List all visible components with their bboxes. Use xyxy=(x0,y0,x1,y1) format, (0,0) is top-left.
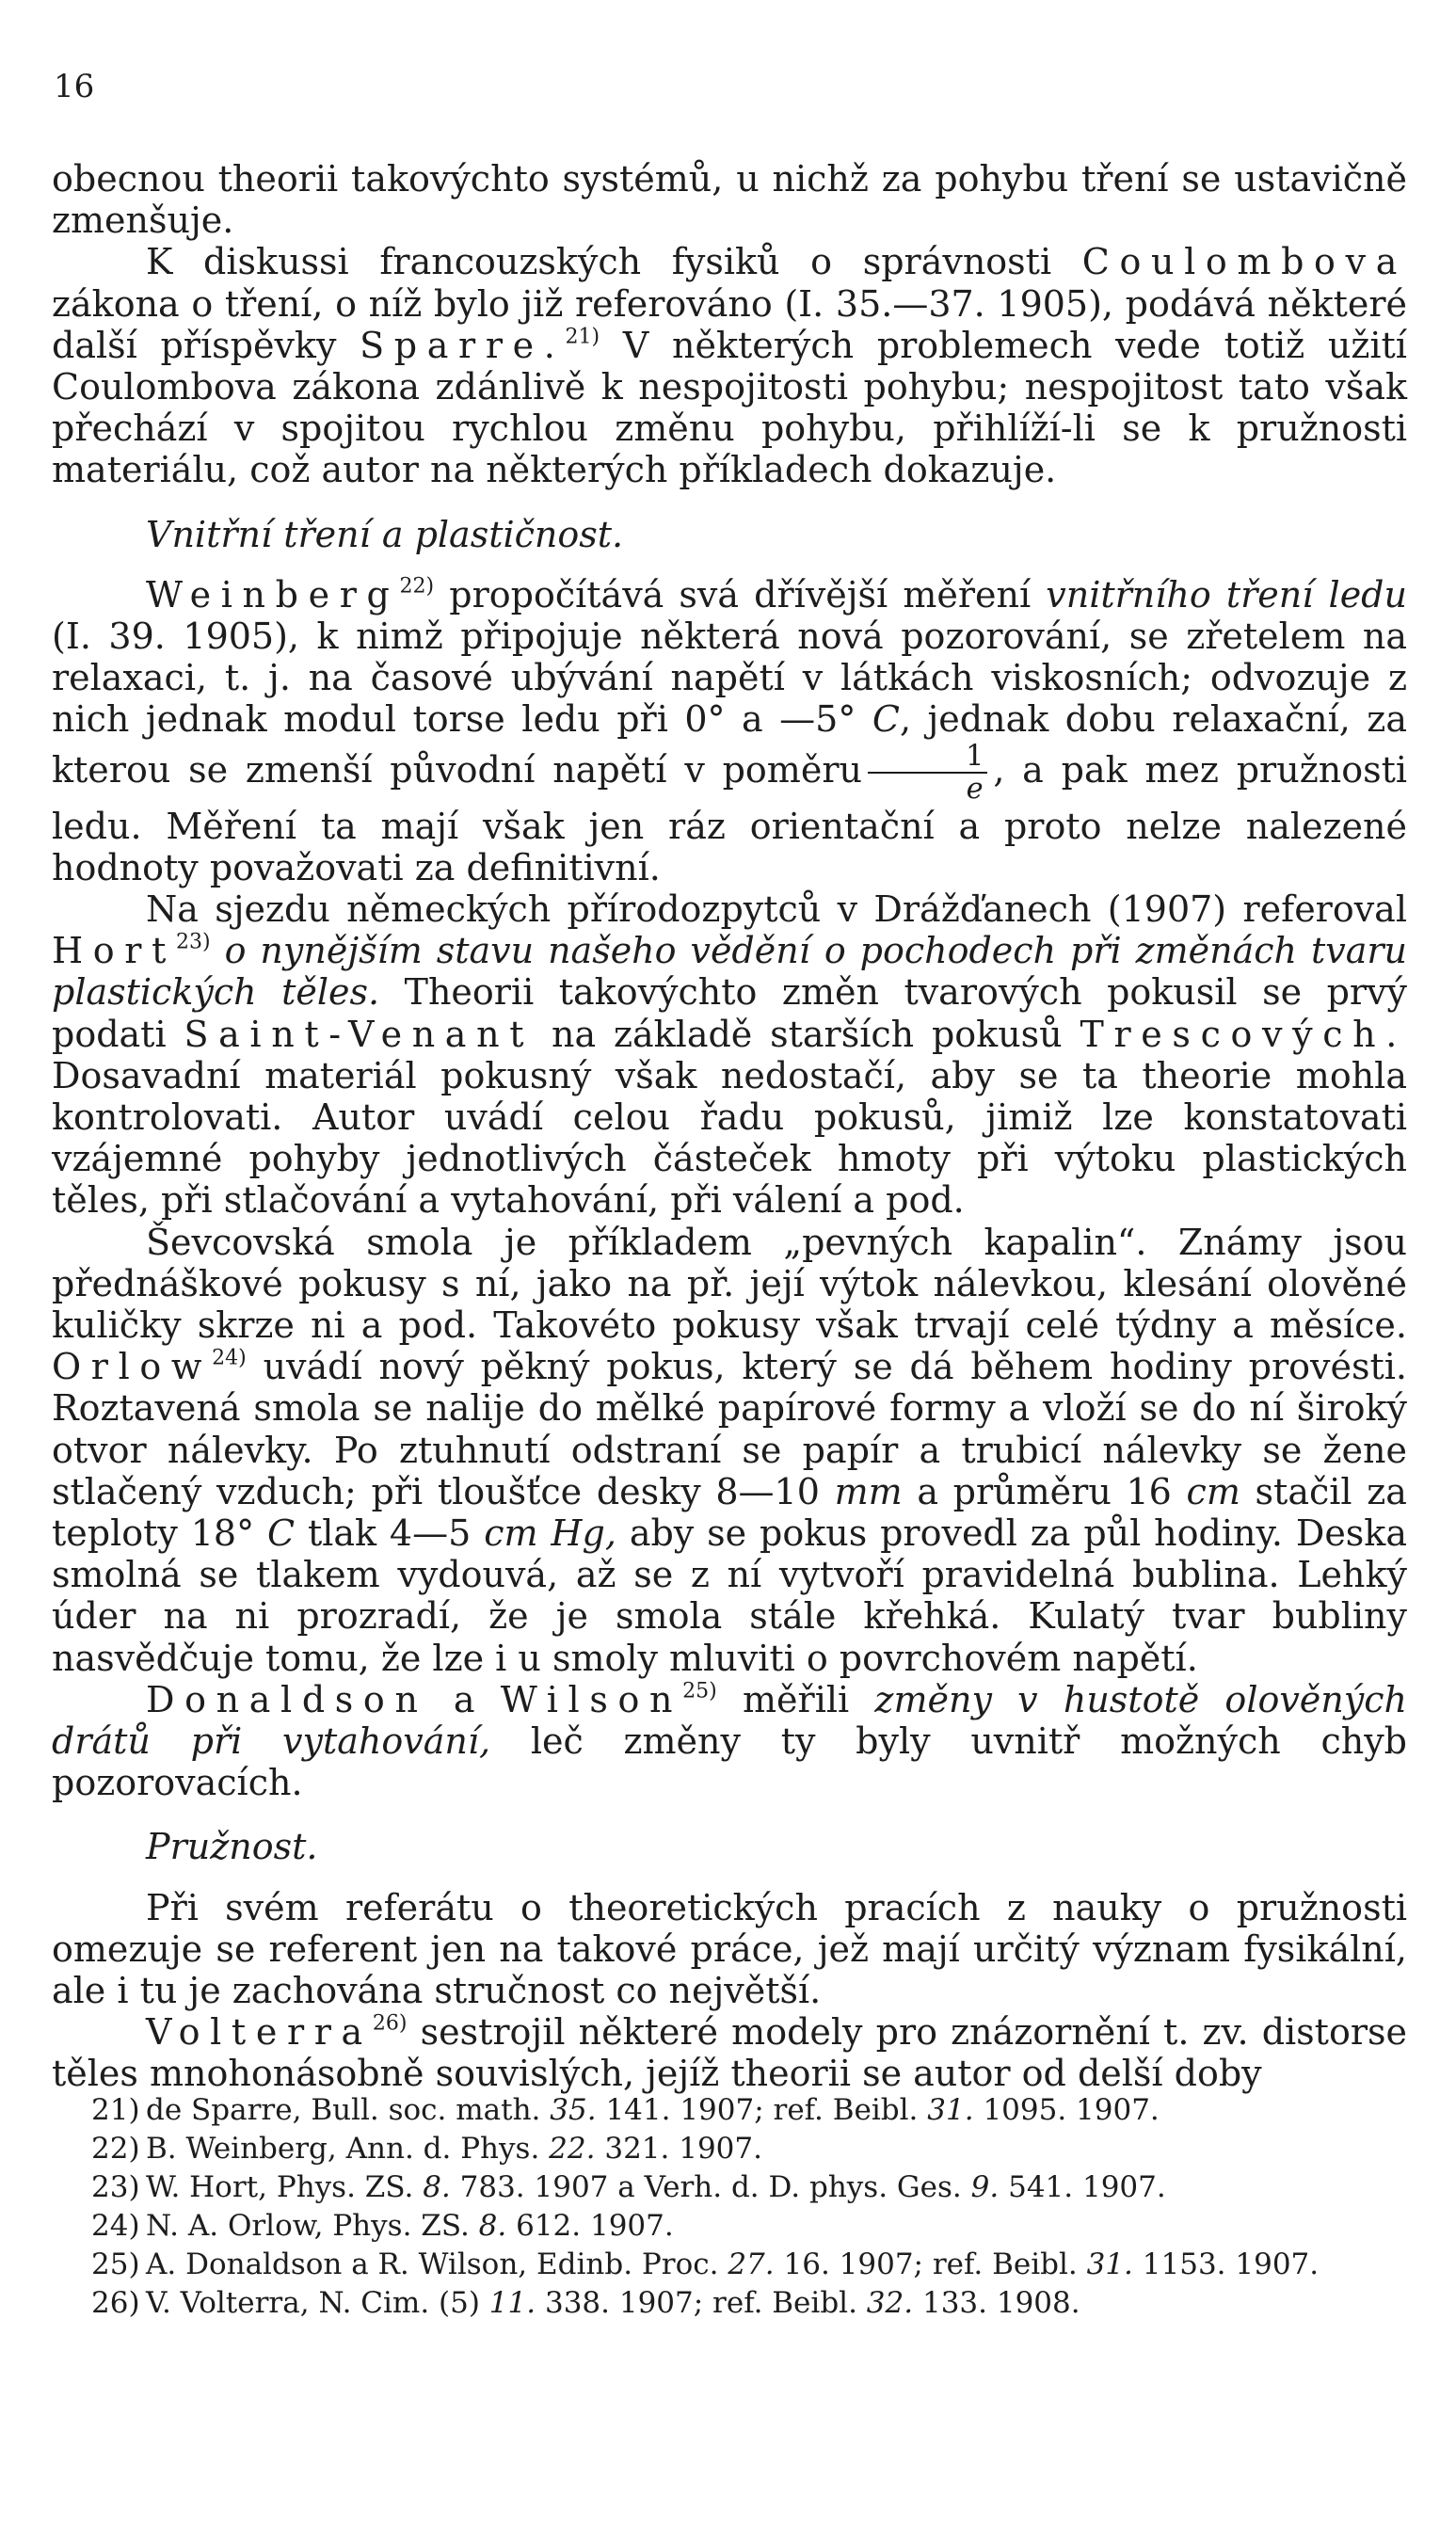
footnote-24 xyxy=(52,2207,1407,2246)
footnote-volume: 22. xyxy=(549,2132,596,2166)
paragraph-hort xyxy=(52,888,1407,1222)
name-tresca: Trescových. xyxy=(1080,1013,1407,1055)
text-span: a xyxy=(453,1678,475,1720)
footnote-number: 24) xyxy=(91,2209,140,2243)
paragraph-coulomb xyxy=(52,241,1407,490)
text-span: stačil za teploty 18° xyxy=(52,1470,1407,1554)
text-span: měřili xyxy=(743,1678,850,1720)
text-span: Na sjezdu německých přírodozpytců v Drážďanech (1907) referoval xyxy=(146,888,1407,930)
footnote-volume: 31. xyxy=(927,2093,974,2127)
text-span: sestrojil některé modely pro znázornění t. zv. distorse těles mnohonásobně souvislých, jejíž theorii se autor od delší doby xyxy=(52,2011,1407,2095)
footnote-source: Phys. ZS. xyxy=(332,2209,470,2243)
footnote-23 xyxy=(52,2168,1407,2207)
footnote-ref: 21) xyxy=(565,325,600,349)
footnote-source: Edinb. Proc. xyxy=(536,2247,719,2281)
text-span: aby se pokus provedl za půl hodiny. Deska smolná se tlakem vydouvá, až se z ní vytvoří pravidelná bublina. Lehký úder na ni prozradí, že je smola stále křehká. Kulatý tvar bubliny nasvědčuje tomu, že lze i u smoly mluviti o povrchovém napětí. xyxy=(52,1511,1407,1679)
name-wilson: Wilson xyxy=(500,1678,683,1720)
paragraph-systems xyxy=(52,158,1407,241)
footnote-volume: 9. xyxy=(970,2170,1000,2204)
text-span: Theorii takovýchto změn tvarových pokusil se prvý podati xyxy=(52,971,1407,1055)
footnote-number: 21) xyxy=(91,2093,140,2127)
text-span: obecnou theorii takovýchto systémů, u nichž za pohybu tření se ustavičně zmenšuje. xyxy=(52,158,1407,242)
unit-mm: mm xyxy=(834,1470,903,1512)
italic-title: vnitřního tření ledu xyxy=(1046,573,1407,616)
footnote-volume: 32. xyxy=(866,2286,914,2320)
name-volterra: Volterra xyxy=(146,2011,373,2054)
italic-title: o nynějším stavu našeho vědění o pochodech při změnách tvaru plastických těles. xyxy=(52,930,1407,1014)
footnote-author: N. A. Orlow, xyxy=(146,2209,324,2243)
text-span: K diskussi francouzských fysiků o správnosti xyxy=(146,241,1052,283)
footnote-number: 23) xyxy=(91,2170,140,2204)
footnote-pages: 141. 1907; ref. Beibl. xyxy=(605,2093,919,2127)
unit-celsius: C xyxy=(266,1511,296,1554)
text-span: zákona o tření, o níž bylo již referováno (I. 35.—37. 1905), podává některé další příspěvky xyxy=(52,282,1407,366)
page-number: 16 xyxy=(54,68,95,105)
text-span: tlak 4—5 xyxy=(307,1511,472,1554)
section-heading-internal-friction: Vnitřní tření a plastičnost. xyxy=(146,513,624,555)
footnote-pages: 1153. 1907. xyxy=(1142,2247,1320,2281)
text-span: Při svém referátu o theoretických pracích z nauky o pružnosti omezuje se referent jen na takové práce, jež mají určitý význam fysikální, ale i tu je zachována stručnost co největší. xyxy=(52,1886,1407,2011)
footnote-pages: 321. 1907. xyxy=(604,2132,762,2166)
footnote-author: A. Donaldson a R. Wilson, xyxy=(146,2247,528,2281)
unit-cmhg: cm Hg, xyxy=(484,1511,616,1554)
footnote-number: 22) xyxy=(91,2132,140,2166)
footnote-volume: 8. xyxy=(423,2170,451,2204)
fraction-denominator: e xyxy=(966,773,984,807)
footnote-ref: 24) xyxy=(212,1346,247,1370)
paragraph-volterra xyxy=(52,2011,1407,2094)
name-orlow: Orlow xyxy=(52,1346,213,1388)
footnote-author: B. Weinberg, xyxy=(146,2132,337,2166)
name-hort: Hort xyxy=(52,930,177,972)
paragraph-elasticity xyxy=(52,1887,1407,2012)
text-span: Dosavadní materiál pokusný však nedostačí, aby se ta theorie mohla kontrolovati. Autor uvádí celou řadu pokusů, jimiž lze konstatovati vzájemné pohyby jednotlivých částeček hmoty při výtoku plastických těles, při stlačování a vytahování, při válení a pod. xyxy=(52,1054,1407,1222)
unit-celsius: C xyxy=(872,698,900,741)
paragraph-orlow xyxy=(52,1222,1407,1679)
footnote-pages: 16. 1907; ref. Beibl. xyxy=(783,2247,1078,2281)
footnote-26 xyxy=(52,2284,1407,2323)
footnote-volume: 31. xyxy=(1086,2247,1133,2281)
footnote-pages: 612. 1907. xyxy=(516,2209,674,2243)
footnote-source: Ann. d. Phys. xyxy=(345,2132,540,2166)
footnote-pages: 541. 1907. xyxy=(1008,2170,1166,2204)
footnote-volume: 8. xyxy=(478,2209,507,2243)
footnote-ref: 22) xyxy=(399,574,435,599)
footnote-pages: 338. 1907; ref. Beibl. xyxy=(544,2286,857,2320)
footnote-ref: 23) xyxy=(176,930,211,954)
footnote-25 xyxy=(52,2246,1407,2284)
italic-title: změny v hustotě olověných drátů při vytahování, xyxy=(52,1678,1407,1762)
footnote-22 xyxy=(52,2130,1407,2168)
footnote-author: W. Hort, xyxy=(146,2170,267,2204)
unit-cm: cm xyxy=(1186,1470,1240,1512)
paragraph-donaldson xyxy=(52,1679,1407,1804)
name-donaldson: Donaldson xyxy=(146,1678,428,1720)
footnote-volume: 27. xyxy=(728,2247,775,2281)
text-span: uvádí nový pěkný pokus, který se dá během hodiny provésti. Roztavená smola se nalije do mělké papírové formy a vloží se do ní široký otvor nálevky. Po ztuhnutí odstraní se papír a trubicí nálevky se žene stlačený vzduch; při tloušťce desky 8—10 xyxy=(52,1346,1407,1512)
footnote-number: 26) xyxy=(91,2286,140,2320)
footnote-number: 25) xyxy=(91,2247,140,2281)
fraction-one-over-e xyxy=(868,741,987,806)
name-sparre: Sparre. xyxy=(360,324,566,366)
footnote-author: V. Volterra, xyxy=(146,2286,310,2320)
footnote-source: Phys. ZS. xyxy=(276,2170,414,2204)
name-saint-venant: Saint-Venant xyxy=(184,1013,535,1055)
footnote-21 xyxy=(52,2091,1407,2130)
footnote-ref: 26) xyxy=(372,2011,408,2036)
text-span: (I. 39. 1905), k nimž připojuje některá nová pozorování, se zřetelem na relaxaci, t. j. na časové ubývání napětí v látkách viskosních; odvozuje z nich jednak modul torse ledu při 0° a —5° xyxy=(52,616,1407,741)
fraction-numerator: 1 xyxy=(868,741,987,774)
footnote-pages: 1095. 1907. xyxy=(983,2093,1160,2127)
text-span: V některých problemech vede totiž užití Coulombova zákona zdánlivě k nespojitosti pohybu; nespojitost tato však přechází v spojitou rychlou změnu pohybu, přihlíží-li se k pružnosti materiálu, což autor na některých příkladech dokazuje. xyxy=(52,324,1407,491)
footnote-pages: 133. 1908. xyxy=(921,2286,1080,2320)
name-weinberg: Weinberg xyxy=(146,573,400,616)
text-span: propočítává svá dřívější měření xyxy=(449,573,1032,616)
footnote-volume: 11. xyxy=(488,2286,536,2320)
text-span: , a pak mez pružnosti ledu. Měření ta mají však jen ráz orientační a proto nelze nalezené hodnoty považovati za definitivní. xyxy=(52,748,1407,888)
text-span: na základě starších pokusů xyxy=(551,1013,1063,1055)
paragraph-weinberg xyxy=(52,574,1407,888)
name-coulomb: Coulombova xyxy=(1081,241,1407,283)
main-text xyxy=(52,158,1407,2095)
footnote-ref: 25) xyxy=(682,1679,717,1703)
text-span: Ševcovská smola je příkladem „pevných kapalin“. Známy jsou přednáškové pokusy s ní, jako na př. její výtok nálevkou, klesání olověné kuličky skrze ni a pod. Takovéto pokusy však trvají celé týdny a měsíce. xyxy=(52,1221,1407,1346)
text-span: a průměru 16 xyxy=(917,1470,1172,1512)
text-span: leč změny ty byly uvnitř možných chyb pozorovacích. xyxy=(52,1719,1407,1804)
footnote-volume: 35. xyxy=(550,2093,597,2127)
footnote-source: N. Cim. (5) xyxy=(318,2286,480,2320)
footnote-source: Bull. soc. math. xyxy=(311,2093,541,2127)
footnote-author: de Sparre, xyxy=(146,2093,302,2127)
footnotes xyxy=(52,2091,1407,2323)
footnote-pages: 783. 1907 a Verh. d. D. phys. Ges. xyxy=(459,2170,962,2204)
section-heading-elasticity: Pružnost. xyxy=(146,1826,318,1868)
text-span: , jednak dobu relaxační, za kterou se zmenší původní napětí v poměru xyxy=(52,698,1407,791)
